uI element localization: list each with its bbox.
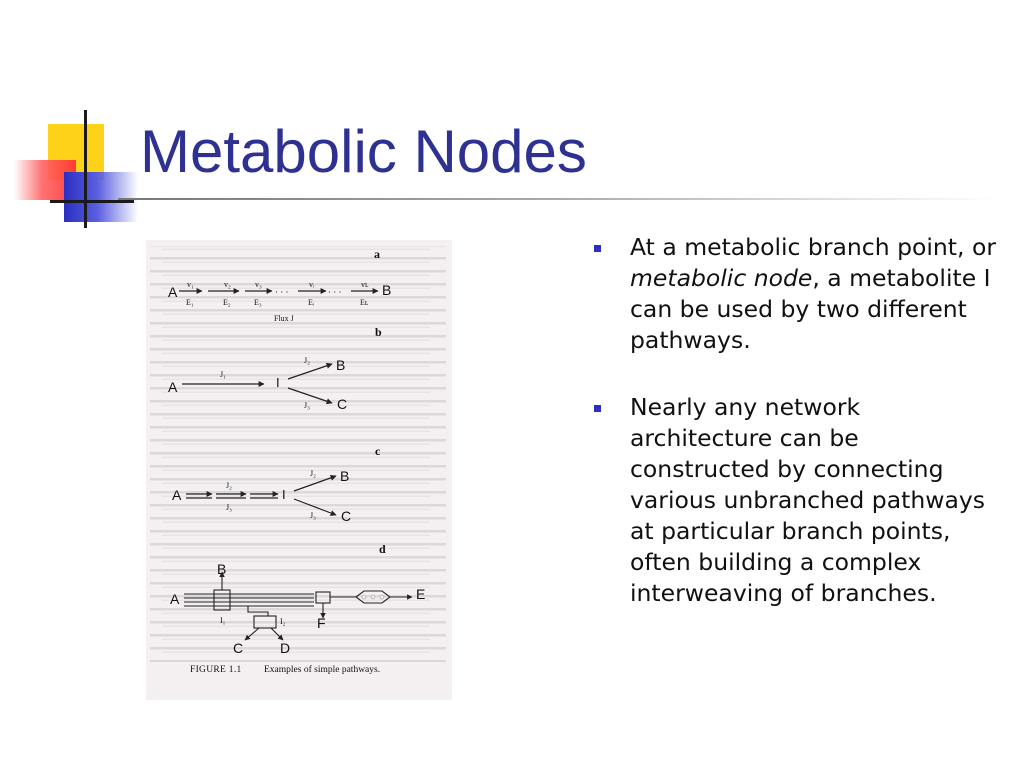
panel-c-node-a: A bbox=[172, 487, 182, 503]
bullet-square-icon bbox=[594, 245, 601, 252]
panel-d-node-d: D bbox=[280, 640, 291, 656]
bullet-2-text: Nearly any network architecture can be constructed by connecting various unbranched pathways at particular branch points, often building a complex interweaving of branches. bbox=[630, 393, 986, 607]
panel-c-flux-top: J₂ bbox=[226, 481, 232, 490]
panel-b-label: b bbox=[375, 325, 382, 339]
panel-a-node-a: A bbox=[168, 284, 178, 300]
panel-c-flux-lower-branch: J₃ bbox=[310, 511, 316, 520]
bullet-1-text-before: At a metabolic branch point, or bbox=[630, 233, 996, 261]
panel-a-enzyme-4: Eᵢ bbox=[308, 298, 315, 307]
decor-blue-square bbox=[64, 172, 138, 222]
panel-d-junction-label-i2: I₂ bbox=[280, 617, 286, 626]
panel-b-node-i: I bbox=[276, 375, 280, 390]
panel-d-node-a: A bbox=[170, 591, 180, 607]
panel-a-rate-4: vᵢ bbox=[309, 280, 315, 289]
panel-d-hexagon-dot-2 bbox=[371, 595, 375, 599]
bullet-item-2 bbox=[592, 392, 1002, 609]
panel-c-node-b: B bbox=[340, 468, 350, 484]
panel-c-node-c: C bbox=[341, 508, 352, 524]
figure-caption-label: FIGURE 1.1 bbox=[190, 665, 242, 675]
panel-a-ellipsis-2: · · · bbox=[328, 287, 342, 297]
panel-c-flux-bottom: J₃ bbox=[226, 503, 232, 512]
panel-b-flux-j1: J₁ bbox=[220, 370, 226, 379]
panel-b-node-c: C bbox=[337, 396, 348, 412]
decor-vertical-line bbox=[84, 110, 87, 228]
panel-a-node-b: B bbox=[382, 282, 392, 298]
panel-a-enzyme-2: E₂ bbox=[223, 298, 231, 307]
panel-b-flux-j3: J₃ bbox=[304, 401, 310, 410]
panel-a-rate-5: vʟ bbox=[361, 280, 369, 289]
panel-d-node-c: C bbox=[233, 640, 244, 656]
panel-a-rate-2: v₂ bbox=[224, 280, 231, 289]
panel-d-node-b: B bbox=[217, 561, 227, 577]
panel-d-hexagon-dot-3 bbox=[380, 595, 384, 599]
panel-d-node-e: E bbox=[416, 586, 426, 602]
panel-a-enzyme-1: E₁ bbox=[186, 298, 194, 307]
panel-b-node-b: B bbox=[336, 357, 346, 373]
panel-c-flux-upper-branch: J₂ bbox=[310, 469, 316, 478]
slide-title: Metabolic Nodes bbox=[140, 118, 587, 185]
panel-a-enzyme-5: Eʟ bbox=[360, 298, 369, 307]
panel-b-node-a: A bbox=[168, 379, 178, 395]
panel-d-hexagon-dot-1 bbox=[362, 595, 366, 599]
panel-c-node-i: I bbox=[282, 487, 286, 502]
panel-a-enzyme-3: E₃ bbox=[254, 298, 262, 307]
title-underline bbox=[118, 198, 998, 200]
panel-a-label: a bbox=[374, 247, 380, 261]
bullet-list bbox=[592, 232, 1002, 645]
panel-a-flux-label: Flux J bbox=[274, 314, 294, 323]
panel-a-ellipsis-1: · · · bbox=[275, 287, 289, 297]
panel-a-rate-3: v₃ bbox=[255, 280, 262, 289]
bullet-1-emphasis: metabolic node bbox=[630, 264, 813, 292]
panel-d-junction-label-i1: I₁ bbox=[220, 616, 226, 625]
bullet-1-text-after: , a metabolite I can be used by two different pathways. bbox=[630, 264, 991, 354]
panel-d-label: d bbox=[379, 542, 386, 556]
panel-c-label: c bbox=[375, 444, 381, 458]
figure-caption-text: Examples of simple pathways. bbox=[264, 665, 381, 675]
decor-horizontal-line bbox=[50, 200, 134, 203]
panel-d-node-f: F bbox=[317, 615, 326, 631]
bullet-square-icon bbox=[594, 405, 601, 412]
panel-a-rate-1: v₁ bbox=[187, 280, 194, 289]
bullet-item-1 bbox=[592, 232, 1002, 356]
pathway-figure bbox=[146, 240, 452, 700]
figure-bleedthrough-text bbox=[146, 246, 452, 662]
panel-b-flux-j2: J₂ bbox=[304, 356, 310, 365]
